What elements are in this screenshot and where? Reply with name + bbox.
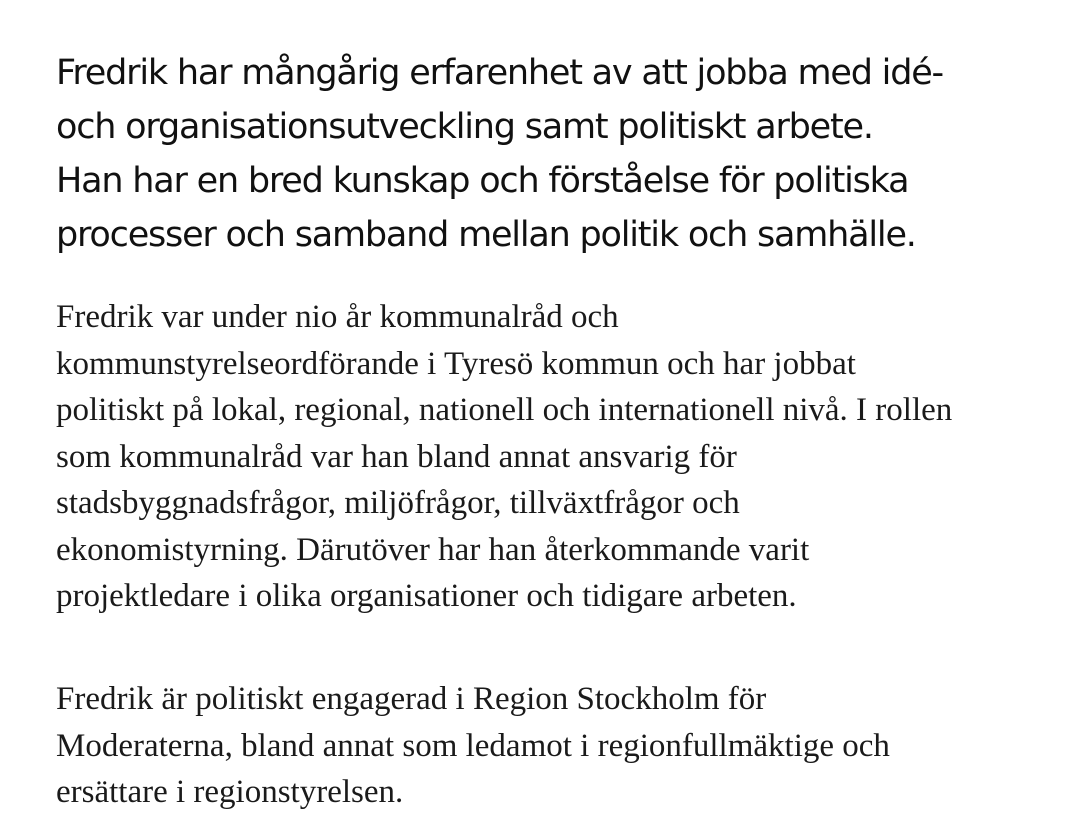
body-line: kommunstyrelseordförande i Tyresö kommun och har jobbat xyxy=(56,345,856,382)
body-paragraph-career xyxy=(56,294,1046,620)
body-line: ersättare i regionstyrelsen. xyxy=(56,774,404,810)
body-line: politiskt på lokal, regional, nationell och internationell nivå. I rollen xyxy=(56,392,953,428)
body-line: Fredrik är politiskt engagerad i Region Stockholm för xyxy=(56,681,767,717)
lead-line: Han har en bred kunskap och förståelse för politiska xyxy=(56,161,909,201)
body-paragraph-engagement xyxy=(56,676,1046,816)
body-line: ekonomistyrning. Därutöver har han återkommande varit xyxy=(56,531,810,568)
lead-paragraph xyxy=(56,46,1016,262)
body-line: Fredrik var under nio år kommunalråd och xyxy=(56,299,619,335)
body-line: projektledare i olika organisationer och tidigare arbeten. xyxy=(56,578,797,614)
lead-line: processer och samband mellan politik och samhälle. xyxy=(56,215,916,255)
lead-line: Fredrik har mångårig erfarenhet av att jobba med idé- xyxy=(56,53,943,93)
body-line: Moderaterna, bland annat som ledamot i regionfullmäktige och xyxy=(56,727,890,764)
body-line: stadsbyggnadsfrågor, miljöfrågor, tillväxtfrågor och xyxy=(56,485,740,521)
lead-line: och organisationsutveckling samt politiskt arbete. xyxy=(56,107,873,147)
body-line: som kommunalråd var han bland annat ansvarig för xyxy=(56,438,737,475)
